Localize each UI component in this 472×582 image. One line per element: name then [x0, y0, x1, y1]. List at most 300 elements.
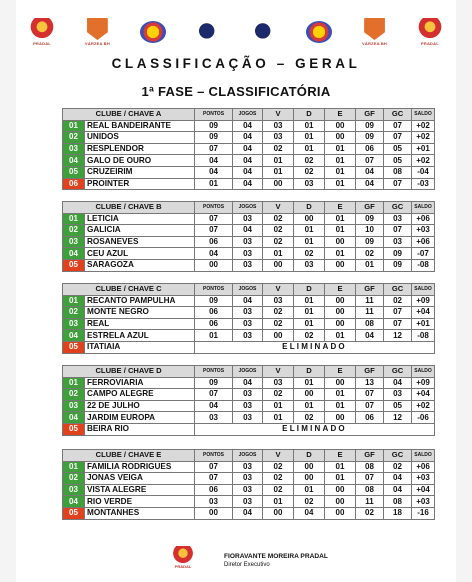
group-table [62, 449, 435, 520]
d-cell: 02 [294, 155, 325, 167]
column-header-pontos: PONTOS [195, 366, 233, 378]
team-name: CAMPO ALEGRE [85, 389, 195, 401]
team-name: RESPLENDOR [85, 143, 195, 155]
page-title: CLASSIFICAÇÃO – GERAL [111, 56, 361, 71]
position-cell: 04 [63, 412, 85, 424]
jogos-cell: 03 [233, 473, 263, 485]
column-header-v: V [263, 284, 294, 296]
saldo-cell: -04 [412, 166, 435, 178]
column-header-v: V [263, 202, 294, 214]
d-cell: 01 [294, 400, 325, 412]
e-cell: 01 [325, 178, 356, 190]
gc-cell: 04 [384, 484, 412, 496]
d-cell: 03 [294, 259, 325, 271]
group-header-row [63, 109, 435, 121]
column-header-d: D [294, 202, 325, 214]
position-cell: 03 [63, 400, 85, 412]
column-header-v: V [263, 109, 294, 121]
pontos-cell: 07 [195, 225, 233, 237]
team-name: REAL [85, 318, 195, 330]
e-cell: 00 [325, 295, 356, 307]
jogos-cell: 04 [233, 155, 263, 167]
table-row [63, 143, 435, 155]
e-cell: 01 [325, 248, 356, 260]
v-cell: 03 [263, 120, 294, 132]
pontos-cell: 07 [195, 473, 233, 485]
e-cell: 01 [325, 225, 356, 237]
group-table [62, 201, 435, 272]
d-cell: 01 [294, 377, 325, 389]
column-header-pontos: PONTOS [195, 109, 233, 121]
gc-cell: 07 [384, 318, 412, 330]
jogos-cell: 03 [233, 259, 263, 271]
pontos-cell: 07 [195, 389, 233, 401]
gc-cell: 07 [384, 225, 412, 237]
pontos-cell: 00 [195, 259, 233, 271]
gf-cell: 04 [356, 330, 384, 342]
team-name: VISTA ALEGRE [85, 484, 195, 496]
gc-cell: 03 [384, 389, 412, 401]
saldo-cell: +06 [412, 236, 435, 248]
position-cell: 04 [63, 496, 85, 508]
e-cell: 00 [325, 496, 356, 508]
saldo-cell: +06 [412, 461, 435, 473]
table-row [63, 178, 435, 190]
table-row [63, 236, 435, 248]
jogos-cell: 04 [233, 120, 263, 132]
position-cell: 01 [63, 461, 85, 473]
e-cell: 01 [325, 143, 356, 155]
column-header-saldo: SALDO [412, 284, 435, 296]
gc-cell: 18 [384, 507, 412, 519]
saldo-cell: +01 [412, 318, 435, 330]
position-cell: 01 [63, 377, 85, 389]
column-header-gf: GF [356, 202, 384, 214]
position-cell: 06 [63, 178, 85, 190]
d-cell: 02 [294, 248, 325, 260]
column-header-d: D [294, 450, 325, 462]
position-cell: 02 [63, 389, 85, 401]
column-header-gf: GF [356, 366, 384, 378]
varzea-logo-mark [362, 18, 388, 40]
e-cell: 00 [325, 507, 356, 519]
e-cell: 00 [325, 377, 356, 389]
position-cell: 05 [63, 507, 85, 519]
group-header: CLUBE / CHAVE D [63, 366, 195, 378]
column-header-jogos: JOGOS [233, 202, 263, 214]
d-cell: 04 [294, 507, 325, 519]
column-header-saldo: SALDO [412, 109, 435, 121]
saldo-cell: +09 [412, 377, 435, 389]
table-row [63, 318, 435, 330]
pradal-logo-text: PRADAL [33, 41, 51, 46]
saldo-cell: +02 [412, 132, 435, 144]
team-name: MONTE NEGRO [85, 307, 195, 319]
e-cell: 00 [325, 259, 356, 271]
gf-cell: 11 [356, 496, 384, 508]
table-row [63, 341, 435, 353]
pontos-cell: 04 [195, 166, 233, 178]
e-cell: 01 [325, 473, 356, 485]
position-cell: 02 [63, 307, 85, 319]
jogos-cell: 03 [233, 213, 263, 225]
group-header-row [63, 284, 435, 296]
gc-cell: 04 [384, 377, 412, 389]
gf-cell: 02 [356, 248, 384, 260]
v-cell: 01 [263, 248, 294, 260]
pontos-cell: 01 [195, 330, 233, 342]
column-header-e: E [325, 109, 356, 121]
gf-cell: 10 [356, 225, 384, 237]
team-name: FAMILIA RODRIGUES [85, 461, 195, 473]
column-header-pontos: PONTOS [195, 450, 233, 462]
table-row [63, 166, 435, 178]
gf-cell: 11 [356, 295, 384, 307]
position-cell: 03 [63, 484, 85, 496]
d-cell: 02 [294, 330, 325, 342]
gc-cell: 09 [384, 248, 412, 260]
liga-logo-mark [140, 21, 166, 43]
gc-cell: 12 [384, 330, 412, 342]
jogos-cell: 03 [233, 484, 263, 496]
table-row [63, 155, 435, 167]
saldo-cell: +04 [412, 484, 435, 496]
gf-cell: 02 [356, 507, 384, 519]
v-cell: 02 [263, 307, 294, 319]
group-header-row [63, 366, 435, 378]
table-row [63, 507, 435, 519]
gf-cell: 09 [356, 132, 384, 144]
gc-cell: 12 [384, 412, 412, 424]
pontos-cell: 07 [195, 461, 233, 473]
e-cell: 00 [325, 307, 356, 319]
gf-cell: 01 [356, 259, 384, 271]
team-name: ITATIAIA [85, 341, 195, 353]
gf-cell: 08 [356, 461, 384, 473]
pontos-cell: 04 [195, 248, 233, 260]
lion-logo [246, 15, 282, 49]
position-cell: 03 [63, 143, 85, 155]
d-cell: 00 [294, 461, 325, 473]
saldo-cell: -08 [412, 259, 435, 271]
team-name: PROINTER [85, 178, 195, 190]
team-name: GALICIA [85, 225, 195, 237]
column-header-saldo: SALDO [412, 450, 435, 462]
group-header-row [63, 202, 435, 214]
jogos-cell: 03 [233, 400, 263, 412]
position-cell: 05 [63, 423, 85, 435]
group-header: CLUBE / CHAVE B [63, 202, 195, 214]
lion-logo-mark [251, 21, 277, 43]
pontos-cell: 06 [195, 307, 233, 319]
gc-cell: 08 [384, 166, 412, 178]
position-cell: 03 [63, 236, 85, 248]
e-cell: 01 [325, 330, 356, 342]
v-cell: 00 [263, 507, 294, 519]
jogos-cell: 04 [233, 377, 263, 389]
e-cell: 01 [325, 155, 356, 167]
saldo-cell: +09 [412, 295, 435, 307]
gf-cell: 13 [356, 377, 384, 389]
varzea-logo [79, 15, 115, 49]
table-row [63, 389, 435, 401]
pontos-cell: 09 [195, 295, 233, 307]
v-cell: 03 [263, 295, 294, 307]
e-cell: 00 [325, 132, 356, 144]
e-cell: 01 [325, 400, 356, 412]
saldo-cell: +02 [412, 400, 435, 412]
column-header-e: E [325, 450, 356, 462]
e-cell: 00 [325, 318, 356, 330]
gc-cell: 09 [384, 259, 412, 271]
team-name: BEIRA RIO [85, 423, 195, 435]
gf-cell: 06 [356, 143, 384, 155]
group-table [62, 365, 435, 436]
v-cell: 02 [263, 225, 294, 237]
team-name: REAL BANDEIRANTE [85, 120, 195, 132]
d-cell: 01 [294, 307, 325, 319]
table-row [63, 132, 435, 144]
gf-cell: 07 [356, 400, 384, 412]
lion-logo [190, 15, 226, 49]
gf-cell: 09 [356, 120, 384, 132]
column-header-v: V [263, 450, 294, 462]
d-cell: 00 [294, 473, 325, 485]
d-cell: 01 [294, 132, 325, 144]
saldo-cell: -03 [412, 178, 435, 190]
jogos-cell: 03 [233, 412, 263, 424]
jogos-cell: 04 [233, 295, 263, 307]
table-row [63, 461, 435, 473]
varzea-logo-text: VÁRZEA BH [362, 41, 388, 46]
column-header-jogos: JOGOS [233, 284, 263, 296]
column-header-pontos: PONTOS [195, 202, 233, 214]
column-header-gc: GC [384, 202, 412, 214]
gc-cell: 03 [384, 213, 412, 225]
saldo-cell: -06 [412, 412, 435, 424]
v-cell: 00 [263, 330, 294, 342]
table-row [63, 473, 435, 485]
v-cell: 03 [263, 377, 294, 389]
team-name: RECANTO PAMPULHA [85, 295, 195, 307]
gc-cell: 04 [384, 473, 412, 485]
jogos-cell: 03 [233, 330, 263, 342]
pontos-cell: 04 [195, 400, 233, 412]
phase-subtitle: 1ª FASE – CLASSIFICATÓRIA [141, 84, 331, 99]
saldo-cell: +03 [412, 473, 435, 485]
v-cell: 01 [263, 166, 294, 178]
position-cell: 01 [63, 213, 85, 225]
saldo-cell: +03 [412, 225, 435, 237]
d-cell: 00 [294, 213, 325, 225]
position-cell: 02 [63, 225, 85, 237]
pontos-cell: 06 [195, 236, 233, 248]
director-name: FIORAVANTE MOREIRA PRADAL [224, 552, 328, 560]
column-header-jogos: JOGOS [233, 366, 263, 378]
group-header: CLUBE / CHAVE A [63, 109, 195, 121]
v-cell: 03 [263, 132, 294, 144]
team-name: CEU AZUL [85, 248, 195, 260]
v-cell: 00 [263, 178, 294, 190]
table-row [63, 120, 435, 132]
table-row [63, 248, 435, 260]
gc-cell: 03 [384, 236, 412, 248]
liga-logo-mark [306, 21, 332, 43]
position-cell: 05 [63, 166, 85, 178]
team-name: UNIDOS [85, 132, 195, 144]
saldo-cell: +03 [412, 496, 435, 508]
v-cell: 00 [263, 259, 294, 271]
gf-cell: 08 [356, 484, 384, 496]
position-cell: 01 [63, 120, 85, 132]
pradal-logo [24, 15, 60, 49]
varzea-logo-mark [84, 18, 110, 40]
column-header-d: D [294, 366, 325, 378]
group-table [62, 283, 435, 354]
d-cell: 01 [294, 236, 325, 248]
v-cell: 02 [263, 236, 294, 248]
column-header-gc: GC [384, 109, 412, 121]
e-cell: 00 [325, 484, 356, 496]
team-name: JARDIM EUROPA [85, 412, 195, 424]
d-cell: 02 [294, 412, 325, 424]
saldo-cell: +02 [412, 155, 435, 167]
gc-cell: 07 [384, 307, 412, 319]
gc-cell: 08 [384, 496, 412, 508]
group-header-row [63, 450, 435, 462]
pontos-cell: 06 [195, 318, 233, 330]
position-cell: 05 [63, 341, 85, 353]
e-cell: 01 [325, 213, 356, 225]
varzea-logo-text: VÁRZEA BH [84, 41, 110, 46]
saldo-cell: +04 [412, 389, 435, 401]
liga-logo [135, 15, 171, 49]
jogos-cell: 04 [233, 166, 263, 178]
position-cell: 03 [63, 318, 85, 330]
pradal-logo-mark [29, 18, 55, 40]
gf-cell: 09 [356, 236, 384, 248]
gf-cell: 06 [356, 412, 384, 424]
column-header-jogos: JOGOS [233, 109, 263, 121]
gf-cell: 08 [356, 318, 384, 330]
column-header-gc: GC [384, 450, 412, 462]
jogos-cell: 03 [233, 307, 263, 319]
table-row [63, 330, 435, 342]
column-header-e: E [325, 366, 356, 378]
team-name: ESTRELA AZUL [85, 330, 195, 342]
saldo-cell: -08 [412, 330, 435, 342]
table-row [63, 307, 435, 319]
pradal-footer-logo [166, 546, 200, 574]
d-cell: 02 [294, 496, 325, 508]
v-cell: 02 [263, 473, 294, 485]
d-cell: 01 [294, 484, 325, 496]
table-row [63, 400, 435, 412]
pontos-cell: 04 [195, 155, 233, 167]
team-name: ROSANEVES [85, 236, 195, 248]
footer-signature [166, 546, 328, 574]
column-header-jogos: JOGOS [233, 450, 263, 462]
pradal-logo-mark [171, 546, 195, 564]
eliminated-label: ELIMINADO [195, 423, 435, 435]
gf-cell: 07 [356, 473, 384, 485]
table-row [63, 423, 435, 435]
signature-block [224, 553, 328, 568]
pontos-cell: 07 [195, 143, 233, 155]
jogos-cell: 04 [233, 507, 263, 519]
team-name: LETICIA [85, 213, 195, 225]
table-row [63, 225, 435, 237]
v-cell: 02 [263, 143, 294, 155]
saldo-cell: +04 [412, 307, 435, 319]
position-cell: 04 [63, 330, 85, 342]
e-cell: 00 [325, 412, 356, 424]
e-cell: 01 [325, 389, 356, 401]
classification-sheet [16, 0, 456, 582]
gc-cell: 05 [384, 143, 412, 155]
jogos-cell: 03 [233, 236, 263, 248]
saldo-cell: +06 [412, 213, 435, 225]
gc-cell: 07 [384, 120, 412, 132]
e-cell: 01 [325, 461, 356, 473]
column-header-gc: GC [384, 366, 412, 378]
position-cell: 05 [63, 259, 85, 271]
jogos-cell: 04 [233, 143, 263, 155]
v-cell: 01 [263, 496, 294, 508]
table-row [63, 496, 435, 508]
group-header: CLUBE / CHAVE E [63, 450, 195, 462]
column-header-saldo: SALDO [412, 366, 435, 378]
position-cell: 04 [63, 248, 85, 260]
v-cell: 02 [263, 318, 294, 330]
v-cell: 02 [263, 389, 294, 401]
position-cell: 02 [63, 473, 85, 485]
table-row [63, 484, 435, 496]
d-cell: 02 [294, 166, 325, 178]
jogos-cell: 03 [233, 496, 263, 508]
director-role: Diretor Executivo [224, 561, 270, 568]
column-header-e: E [325, 202, 356, 214]
pradal-logo [412, 15, 448, 49]
column-header-saldo: SALDO [412, 202, 435, 214]
team-name: RIO VERDE [85, 496, 195, 508]
team-name: CRUZEIRIM [85, 166, 195, 178]
table-row [63, 377, 435, 389]
pontos-cell: 09 [195, 120, 233, 132]
v-cell: 01 [263, 412, 294, 424]
gf-cell: 04 [356, 178, 384, 190]
jogos-cell: 03 [233, 248, 263, 260]
group-header: CLUBE / CHAVE C [63, 284, 195, 296]
team-name: JONAS VEIGA [85, 473, 195, 485]
eliminated-label: ELIMINADO [195, 341, 435, 353]
team-name: GALO DE OURO [85, 155, 195, 167]
d-cell: 00 [294, 389, 325, 401]
column-header-gf: GF [356, 109, 384, 121]
saldo-cell: +01 [412, 143, 435, 155]
v-cell: 02 [263, 484, 294, 496]
d-cell: 01 [294, 120, 325, 132]
team-name: 22 DE JULHO [85, 400, 195, 412]
liga-logo [301, 15, 337, 49]
d-cell: 01 [294, 295, 325, 307]
table-row [63, 259, 435, 271]
pradal-logo-mark [417, 18, 443, 40]
d-cell: 03 [294, 178, 325, 190]
lion-logo-mark [195, 21, 221, 43]
jogos-cell: 04 [233, 132, 263, 144]
column-header-pontos: PONTOS [195, 284, 233, 296]
